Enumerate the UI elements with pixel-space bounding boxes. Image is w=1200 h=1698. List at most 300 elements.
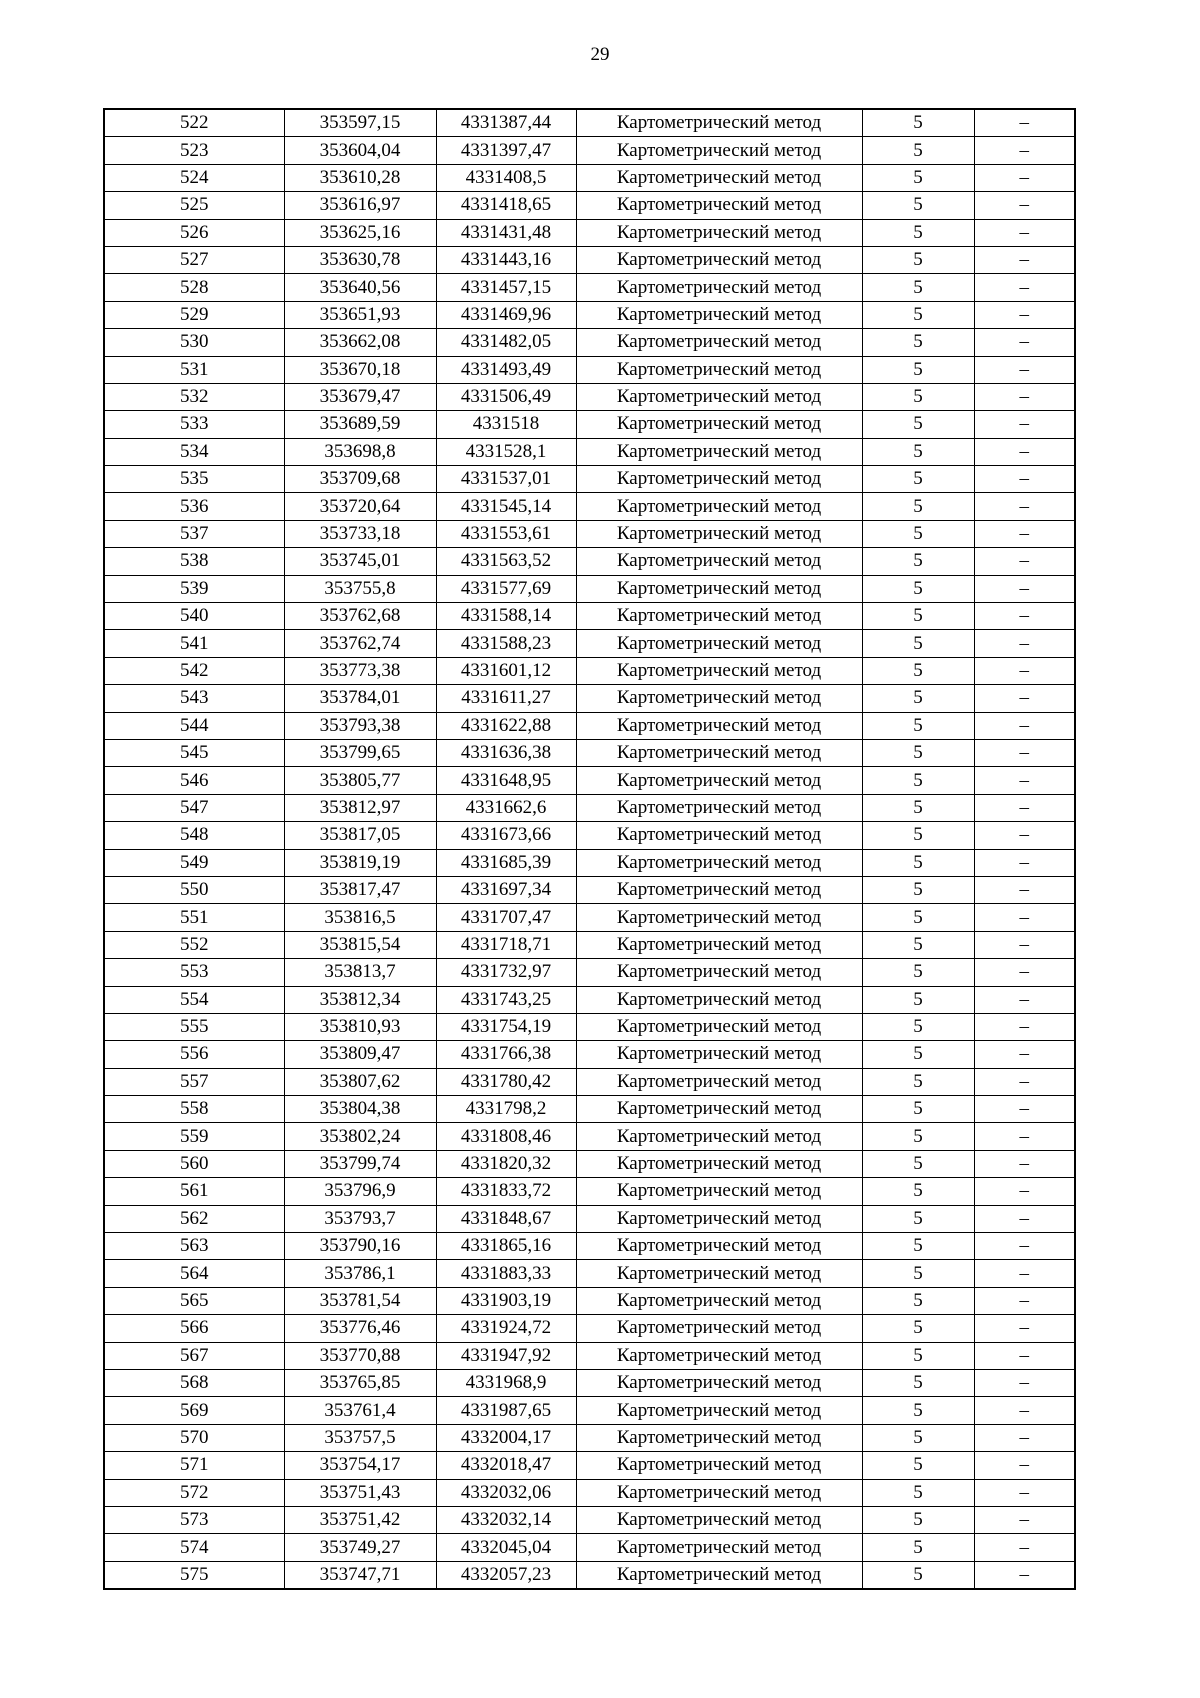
note-cell: – [974, 603, 1075, 630]
x-coordinate-cell: 353662,08 [284, 329, 436, 356]
table-row [104, 630, 1075, 657]
x-coordinate-cell: 353761,4 [284, 1397, 436, 1424]
x-coordinate-cell: 353809,47 [284, 1041, 436, 1068]
note-cell: – [974, 438, 1075, 465]
y-coordinate-cell: 4331588,23 [436, 630, 576, 657]
table-row [104, 986, 1075, 1013]
y-coordinate-cell: 4332045,04 [436, 1534, 576, 1561]
point-number-cell: 569 [104, 1397, 284, 1424]
method-cell: Картометрический метод [576, 356, 862, 383]
y-coordinate-cell: 4331443,16 [436, 246, 576, 273]
accuracy-cell: 5 [862, 1452, 974, 1479]
x-coordinate-cell: 353670,18 [284, 356, 436, 383]
y-coordinate-cell: 4331820,32 [436, 1150, 576, 1177]
note-cell: – [974, 1260, 1075, 1287]
accuracy-cell: 5 [862, 1233, 974, 1260]
note-cell: – [974, 1287, 1075, 1314]
note-cell: – [974, 219, 1075, 246]
method-cell: Картометрический метод [576, 794, 862, 821]
x-coordinate-cell: 353784,01 [284, 685, 436, 712]
x-coordinate-cell: 353804,38 [284, 1096, 436, 1123]
table-row [104, 1150, 1075, 1177]
accuracy-cell: 5 [862, 493, 974, 520]
x-coordinate-cell: 353754,17 [284, 1452, 436, 1479]
y-coordinate-cell: 4331766,38 [436, 1041, 576, 1068]
x-coordinate-cell: 353799,74 [284, 1150, 436, 1177]
x-coordinate-cell: 353762,74 [284, 630, 436, 657]
y-coordinate-cell: 4331588,14 [436, 603, 576, 630]
table-row [104, 657, 1075, 684]
y-coordinate-cell: 4331718,71 [436, 931, 576, 958]
method-cell: Картометрический метод [576, 192, 862, 219]
note-cell: – [974, 739, 1075, 766]
x-coordinate-cell: 353773,38 [284, 657, 436, 684]
x-coordinate-cell: 353770,88 [284, 1342, 436, 1369]
note-cell: – [974, 1205, 1075, 1232]
method-cell: Картометрический метод [576, 466, 862, 493]
table-row [104, 1260, 1075, 1287]
point-number-cell: 527 [104, 246, 284, 273]
point-number-cell: 544 [104, 712, 284, 739]
note-cell: – [974, 383, 1075, 410]
table-row [104, 1287, 1075, 1314]
accuracy-cell: 5 [862, 1260, 974, 1287]
table-row [104, 1233, 1075, 1260]
note-cell: – [974, 849, 1075, 876]
note-cell: – [974, 630, 1075, 657]
accuracy-cell: 5 [862, 959, 974, 986]
y-coordinate-cell: 4331685,39 [436, 849, 576, 876]
table-row [104, 246, 1075, 273]
point-number-cell: 575 [104, 1561, 284, 1589]
note-cell: – [974, 520, 1075, 547]
y-coordinate-cell: 4332032,06 [436, 1479, 576, 1506]
accuracy-cell: 5 [862, 356, 974, 383]
table-row [104, 739, 1075, 766]
accuracy-cell: 5 [862, 192, 974, 219]
note-cell: – [974, 575, 1075, 602]
method-cell: Картометрический метод [576, 1369, 862, 1396]
table-row [104, 1424, 1075, 1451]
note-cell: – [974, 301, 1075, 328]
point-number-cell: 558 [104, 1096, 284, 1123]
accuracy-cell: 5 [862, 876, 974, 903]
y-coordinate-cell: 4331903,19 [436, 1287, 576, 1314]
table-row [104, 329, 1075, 356]
method-cell: Картометрический метод [576, 411, 862, 438]
point-number-cell: 532 [104, 383, 284, 410]
accuracy-cell: 5 [862, 767, 974, 794]
note-cell: – [974, 1315, 1075, 1342]
method-cell: Картометрический метод [576, 548, 862, 575]
note-cell: – [974, 1369, 1075, 1396]
y-coordinate-cell: 4331636,38 [436, 739, 576, 766]
method-cell: Картометрический метод [576, 603, 862, 630]
note-cell: – [974, 548, 1075, 575]
point-number-cell: 548 [104, 822, 284, 849]
note-cell: – [974, 794, 1075, 821]
method-cell: Картометрический метод [576, 329, 862, 356]
point-number-cell: 535 [104, 466, 284, 493]
point-number-cell: 551 [104, 904, 284, 931]
note-cell: – [974, 931, 1075, 958]
method-cell: Картометрический метод [576, 739, 862, 766]
note-cell: – [974, 822, 1075, 849]
note-cell: – [974, 246, 1075, 273]
y-coordinate-cell: 4331732,97 [436, 959, 576, 986]
method-cell: Картометрический метод [576, 1123, 862, 1150]
x-coordinate-cell: 353781,54 [284, 1287, 436, 1314]
table-row [104, 1068, 1075, 1095]
accuracy-cell: 5 [862, 1287, 974, 1314]
x-coordinate-cell: 353610,28 [284, 164, 436, 191]
y-coordinate-cell: 4331662,6 [436, 794, 576, 821]
method-cell: Картометрический метод [576, 1205, 862, 1232]
method-cell: Картометрический метод [576, 959, 862, 986]
point-number-cell: 522 [104, 109, 284, 137]
y-coordinate-cell: 4331883,33 [436, 1260, 576, 1287]
accuracy-cell: 5 [862, 1479, 974, 1506]
note-cell: – [974, 411, 1075, 438]
x-coordinate-cell: 353776,46 [284, 1315, 436, 1342]
note-cell: – [974, 1534, 1075, 1561]
note-cell: – [974, 274, 1075, 301]
table-row [104, 548, 1075, 575]
note-cell: – [974, 1068, 1075, 1095]
y-coordinate-cell: 4331431,48 [436, 219, 576, 246]
x-coordinate-cell: 353793,7 [284, 1205, 436, 1232]
y-coordinate-cell: 4332004,17 [436, 1424, 576, 1451]
accuracy-cell: 5 [862, 904, 974, 931]
point-number-cell: 538 [104, 548, 284, 575]
y-coordinate-cell: 4331697,34 [436, 876, 576, 903]
method-cell: Картометрический метод [576, 1041, 862, 1068]
accuracy-cell: 5 [862, 822, 974, 849]
x-coordinate-cell: 353745,01 [284, 548, 436, 575]
table-row [104, 192, 1075, 219]
y-coordinate-cell: 4331848,67 [436, 1205, 576, 1232]
table-row [104, 1096, 1075, 1123]
accuracy-cell: 5 [862, 1013, 974, 1040]
point-number-cell: 570 [104, 1424, 284, 1451]
note-cell: – [974, 1178, 1075, 1205]
point-number-cell: 524 [104, 164, 284, 191]
y-coordinate-cell: 4331482,05 [436, 329, 576, 356]
x-coordinate-cell: 353786,1 [284, 1260, 436, 1287]
note-cell: – [974, 1342, 1075, 1369]
method-cell: Картометрический метод [576, 931, 862, 958]
x-coordinate-cell: 353793,38 [284, 712, 436, 739]
accuracy-cell: 5 [862, 931, 974, 958]
x-coordinate-cell: 353799,65 [284, 739, 436, 766]
y-coordinate-cell: 4331673,66 [436, 822, 576, 849]
x-coordinate-cell: 353807,62 [284, 1068, 436, 1095]
method-cell: Картометрический метод [576, 822, 862, 849]
accuracy-cell: 5 [862, 1068, 974, 1095]
accuracy-cell: 5 [862, 630, 974, 657]
x-coordinate-cell: 353616,97 [284, 192, 436, 219]
point-number-cell: 530 [104, 329, 284, 356]
accuracy-cell: 5 [862, 1534, 974, 1561]
accuracy-cell: 5 [862, 520, 974, 547]
point-number-cell: 559 [104, 1123, 284, 1150]
x-coordinate-cell: 353689,59 [284, 411, 436, 438]
table-row [104, 274, 1075, 301]
point-number-cell: 553 [104, 959, 284, 986]
method-cell: Картометрический метод [576, 767, 862, 794]
x-coordinate-cell: 353698,8 [284, 438, 436, 465]
method-cell: Картометрический метод [576, 849, 862, 876]
accuracy-cell: 5 [862, 411, 974, 438]
accuracy-cell: 5 [862, 603, 974, 630]
table-row [104, 1178, 1075, 1205]
method-cell: Картометрический метод [576, 246, 862, 273]
y-coordinate-cell: 4331968,9 [436, 1369, 576, 1396]
note-cell: – [974, 904, 1075, 931]
accuracy-cell: 5 [862, 246, 974, 273]
method-cell: Картометрический метод [576, 1534, 862, 1561]
note-cell: – [974, 1013, 1075, 1040]
method-cell: Картометрический метод [576, 1013, 862, 1040]
accuracy-cell: 5 [862, 1096, 974, 1123]
table-row [104, 849, 1075, 876]
method-cell: Картометрический метод [576, 1479, 862, 1506]
point-number-cell: 572 [104, 1479, 284, 1506]
table-row [104, 1506, 1075, 1533]
accuracy-cell: 5 [862, 1506, 974, 1533]
x-coordinate-cell: 353625,16 [284, 219, 436, 246]
note-cell: – [974, 1479, 1075, 1506]
y-coordinate-cell: 4331577,69 [436, 575, 576, 602]
table-row [104, 1534, 1075, 1561]
y-coordinate-cell: 4331611,27 [436, 685, 576, 712]
method-cell: Картометрический метод [576, 657, 862, 684]
y-coordinate-cell: 4331537,01 [436, 466, 576, 493]
y-coordinate-cell: 4332057,23 [436, 1561, 576, 1589]
note-cell: – [974, 1561, 1075, 1589]
x-coordinate-cell: 353679,47 [284, 383, 436, 410]
accuracy-cell: 5 [862, 739, 974, 766]
y-coordinate-cell: 4331648,95 [436, 767, 576, 794]
table-row [104, 1452, 1075, 1479]
y-coordinate-cell: 4331469,96 [436, 301, 576, 328]
table-row [104, 1315, 1075, 1342]
y-coordinate-cell: 4331754,19 [436, 1013, 576, 1040]
point-number-cell: 543 [104, 685, 284, 712]
note-cell: – [974, 712, 1075, 739]
x-coordinate-cell: 353733,18 [284, 520, 436, 547]
method-cell: Картометрический метод [576, 1397, 862, 1424]
y-coordinate-cell: 4331798,2 [436, 1096, 576, 1123]
table-row [104, 356, 1075, 383]
note-cell: – [974, 1424, 1075, 1451]
coordinates-table [103, 108, 1076, 1590]
table-row [104, 767, 1075, 794]
point-number-cell: 574 [104, 1534, 284, 1561]
point-number-cell: 567 [104, 1342, 284, 1369]
table-row [104, 383, 1075, 410]
x-coordinate-cell: 353817,47 [284, 876, 436, 903]
note-cell: – [974, 959, 1075, 986]
method-cell: Картометрический метод [576, 1178, 862, 1205]
point-number-cell: 533 [104, 411, 284, 438]
x-coordinate-cell: 353812,34 [284, 986, 436, 1013]
note-cell: – [974, 1233, 1075, 1260]
point-number-cell: 536 [104, 493, 284, 520]
point-number-cell: 545 [104, 739, 284, 766]
method-cell: Картометрический метод [576, 1424, 862, 1451]
y-coordinate-cell: 4331506,49 [436, 383, 576, 410]
table-row [104, 575, 1075, 602]
accuracy-cell: 5 [862, 466, 974, 493]
y-coordinate-cell: 4331457,15 [436, 274, 576, 301]
note-cell: – [974, 1397, 1075, 1424]
y-coordinate-cell: 4331563,52 [436, 548, 576, 575]
table-row [104, 109, 1075, 137]
point-number-cell: 556 [104, 1041, 284, 1068]
point-number-cell: 539 [104, 575, 284, 602]
table-row [104, 822, 1075, 849]
method-cell: Картометрический метод [576, 1260, 862, 1287]
accuracy-cell: 5 [862, 137, 974, 164]
accuracy-cell: 5 [862, 986, 974, 1013]
x-coordinate-cell: 353630,78 [284, 246, 436, 273]
y-coordinate-cell: 4331397,47 [436, 137, 576, 164]
point-number-cell: 561 [104, 1178, 284, 1205]
x-coordinate-cell: 353597,15 [284, 109, 436, 137]
method-cell: Картометрический метод [576, 1287, 862, 1314]
note-cell: – [974, 876, 1075, 903]
y-coordinate-cell: 4331987,65 [436, 1397, 576, 1424]
accuracy-cell: 5 [862, 109, 974, 137]
method-cell: Картометрический метод [576, 219, 862, 246]
y-coordinate-cell: 4331418,65 [436, 192, 576, 219]
table-row [104, 1205, 1075, 1232]
accuracy-cell: 5 [862, 794, 974, 821]
x-coordinate-cell: 353810,93 [284, 1013, 436, 1040]
table-row [104, 712, 1075, 739]
y-coordinate-cell: 4331553,61 [436, 520, 576, 547]
table-row [104, 794, 1075, 821]
method-cell: Картометрический метод [576, 630, 862, 657]
point-number-cell: 562 [104, 1205, 284, 1232]
note-cell: – [974, 767, 1075, 794]
note-cell: – [974, 986, 1075, 1013]
y-coordinate-cell: 4332018,47 [436, 1452, 576, 1479]
point-number-cell: 528 [104, 274, 284, 301]
method-cell: Картометрический метод [576, 383, 862, 410]
method-cell: Картометрический метод [576, 438, 862, 465]
x-coordinate-cell: 353747,71 [284, 1561, 436, 1589]
point-number-cell: 529 [104, 301, 284, 328]
method-cell: Картометрический метод [576, 1096, 862, 1123]
point-number-cell: 534 [104, 438, 284, 465]
y-coordinate-cell: 4332032,14 [436, 1506, 576, 1533]
point-number-cell: 547 [104, 794, 284, 821]
y-coordinate-cell: 4331743,25 [436, 986, 576, 1013]
table-row [104, 1479, 1075, 1506]
accuracy-cell: 5 [862, 548, 974, 575]
point-number-cell: 523 [104, 137, 284, 164]
x-coordinate-cell: 353812,97 [284, 794, 436, 821]
x-coordinate-cell: 353813,7 [284, 959, 436, 986]
accuracy-cell: 5 [862, 219, 974, 246]
accuracy-cell: 5 [862, 329, 974, 356]
note-cell: – [974, 1041, 1075, 1068]
method-cell: Картометрический метод [576, 109, 862, 137]
y-coordinate-cell: 4331707,47 [436, 904, 576, 931]
table-row [104, 1013, 1075, 1040]
y-coordinate-cell: 4331780,42 [436, 1068, 576, 1095]
method-cell: Картометрический метод [576, 575, 862, 602]
point-number-cell: 546 [104, 767, 284, 794]
accuracy-cell: 5 [862, 1424, 974, 1451]
accuracy-cell: 5 [862, 1342, 974, 1369]
y-coordinate-cell: 4331808,46 [436, 1123, 576, 1150]
table-row [104, 493, 1075, 520]
note-cell: – [974, 1123, 1075, 1150]
point-number-cell: 566 [104, 1315, 284, 1342]
page-number: 29 [590, 44, 610, 65]
x-coordinate-cell: 353751,43 [284, 1479, 436, 1506]
x-coordinate-cell: 353802,24 [284, 1123, 436, 1150]
accuracy-cell: 5 [862, 383, 974, 410]
table-row [104, 931, 1075, 958]
table-body [104, 109, 1075, 1589]
y-coordinate-cell: 4331493,49 [436, 356, 576, 383]
accuracy-cell: 5 [862, 849, 974, 876]
accuracy-cell: 5 [862, 1123, 974, 1150]
method-cell: Картометрический метод [576, 1452, 862, 1479]
x-coordinate-cell: 353604,04 [284, 137, 436, 164]
table-row [104, 137, 1075, 164]
x-coordinate-cell: 353720,64 [284, 493, 436, 520]
note-cell: – [974, 657, 1075, 684]
y-coordinate-cell: 4331947,92 [436, 1342, 576, 1369]
point-number-cell: 525 [104, 192, 284, 219]
x-coordinate-cell: 353765,85 [284, 1369, 436, 1396]
accuracy-cell: 5 [862, 1561, 974, 1589]
note-cell: – [974, 356, 1075, 383]
table-row [104, 438, 1075, 465]
x-coordinate-cell: 353819,19 [284, 849, 436, 876]
method-cell: Картометрический метод [576, 1233, 862, 1260]
accuracy-cell: 5 [862, 1397, 974, 1424]
note-cell: – [974, 1506, 1075, 1533]
point-number-cell: 542 [104, 657, 284, 684]
method-cell: Картометрический метод [576, 274, 862, 301]
x-coordinate-cell: 353815,54 [284, 931, 436, 958]
point-number-cell: 573 [104, 1506, 284, 1533]
x-coordinate-cell: 353817,05 [284, 822, 436, 849]
y-coordinate-cell: 4331408,5 [436, 164, 576, 191]
accuracy-cell: 5 [862, 712, 974, 739]
method-cell: Картометрический метод [576, 164, 862, 191]
method-cell: Картометрический метод [576, 876, 862, 903]
table-row [104, 1041, 1075, 1068]
table-row [104, 1342, 1075, 1369]
y-coordinate-cell: 4331545,14 [436, 493, 576, 520]
accuracy-cell: 5 [862, 1369, 974, 1396]
x-coordinate-cell: 353816,5 [284, 904, 436, 931]
accuracy-cell: 5 [862, 1041, 974, 1068]
method-cell: Картометрический метод [576, 301, 862, 328]
x-coordinate-cell: 353796,9 [284, 1178, 436, 1205]
method-cell: Картометрический метод [576, 1068, 862, 1095]
point-number-cell: 554 [104, 986, 284, 1013]
x-coordinate-cell: 353762,68 [284, 603, 436, 630]
point-number-cell: 565 [104, 1287, 284, 1314]
